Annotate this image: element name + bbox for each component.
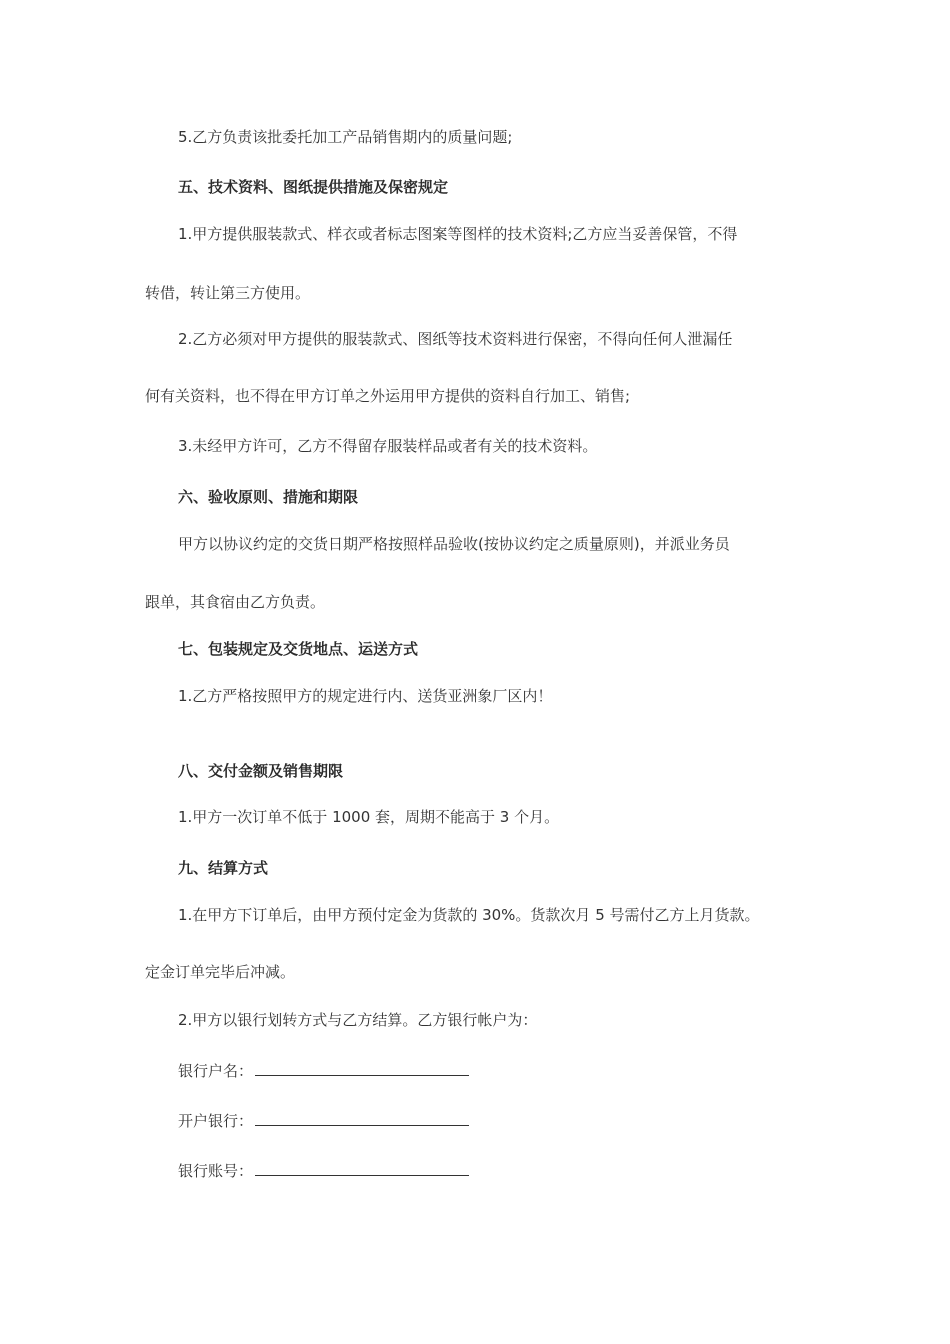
clause-5-1-line-1: 1.甲方提供服装款式、样衣或者标志图案等图样的技术资料;乙方应当妥善保管，不得 — [178, 225, 738, 243]
section-heading-8: 八、交付金额及销售期限 — [178, 762, 344, 780]
bank-account-number-blank — [255, 1160, 469, 1176]
bank-account-name-blank — [255, 1060, 469, 1076]
clause-9-1-line-1: 1.在甲方下订单后，由甲方预付定金为货款的 30%。货款次月 5 号需付乙方上月货款。 — [178, 906, 760, 924]
clause-5-3: 3.未经甲方许可，乙方不得留存服装样品或者有关的技术资料。 — [178, 437, 598, 455]
clause-5-2-line-2: 何有关资料，也不得在甲方订单之外运用甲方提供的资料自行加工、销售; — [145, 387, 631, 405]
bank-name-blank — [255, 1110, 469, 1126]
clause-9-1-line-2: 定金订单完毕后冲减。 — [145, 963, 296, 981]
clause-6-line-1: 甲方以协议约定的交货日期严格按照样品验收(按协议约定之质量原则)，并派业务员 — [178, 535, 730, 553]
bank-name-label: 开户银行： — [178, 1112, 254, 1130]
bank-account-number-field — [178, 1160, 469, 1181]
bank-name-field — [178, 1110, 469, 1131]
bank-account-name-label: 银行户名： — [178, 1062, 254, 1080]
section-heading-5: 五、技术资料、图纸提供措施及保密规定 — [178, 178, 449, 196]
clause-8-1: 1.甲方一次订单不低于 1000 套，周期不能高于 3 个月。 — [178, 808, 560, 826]
clause-7-1: 1.乙方严格按照甲方的规定进行内、送货亚洲象厂区内！ — [178, 687, 553, 705]
section-heading-6: 六、验收原则、措施和期限 — [178, 488, 359, 506]
clause-6-line-2: 跟单，其食宿由乙方负责。 — [145, 593, 326, 611]
bank-account-name-field — [178, 1060, 469, 1081]
clause-5-quality: 5.乙方负责该批委托加工产品销售期内的质量问题; — [178, 128, 513, 146]
section-heading-9: 九、结算方式 — [178, 859, 269, 877]
clause-5-1-line-2: 转借，转让第三方使用。 — [145, 284, 311, 302]
section-heading-7: 七、包装规定及交货地点、运送方式 — [178, 640, 419, 658]
bank-account-number-label: 银行账号： — [178, 1162, 254, 1180]
clause-9-2: 2.甲方以银行划转方式与乙方结算。乙方银行帐户为： — [178, 1011, 538, 1029]
clause-5-2-line-1: 2.乙方必须对甲方提供的服装款式、图纸等技术资料进行保密，不得向任何人泄漏任 — [178, 330, 733, 348]
